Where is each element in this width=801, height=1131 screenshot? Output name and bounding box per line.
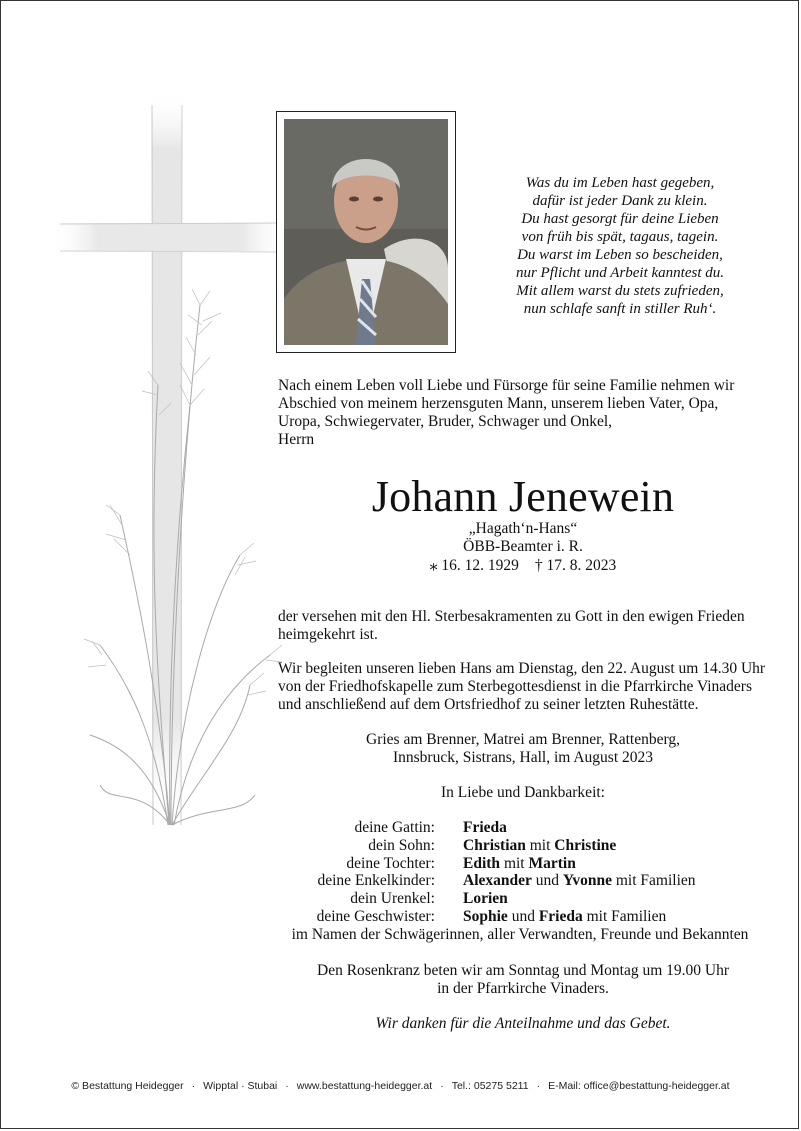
paragraph-line: heimgekehrt ist.	[278, 626, 378, 643]
paragraph-line: von der Friedhofskapelle zum Sterbegottesdienst in die Pfarrkirche Vinaders	[278, 678, 752, 695]
family-names: Frieda	[463, 819, 507, 836]
footer-email: E-Mail: office@bestattung-heidegger.at	[548, 1080, 730, 1092]
relation-label: deine Enkelkinder:	[317, 872, 435, 890]
poem-line: nun schlafe sanft in stiller Ruh‘.	[523, 301, 717, 317]
family-names: Sophie und Frieda mit Familien	[463, 907, 667, 925]
family-names: Alexander und Yvonne mit Familien	[463, 872, 696, 890]
footer-separator: ·	[536, 1080, 541, 1092]
place-line: Gries am Brenner, Matrei am Brenner, Rattenberg,	[366, 731, 680, 748]
poem-line: dafür ist jeder Dank zu klein.	[532, 193, 708, 209]
birth-date: ⁎ 16. 12. 1929	[429, 557, 519, 574]
intro-line: Abschied von meinem herzensguten Mann, unserem lieben Vater, Opa,	[278, 395, 719, 412]
life-dates	[278, 557, 768, 575]
relation-label: deine Tochter:	[346, 854, 435, 872]
rosary-line: Den Rosenkranz beten wir am Sonntag und Montag um 19.00 Uhr	[317, 962, 729, 979]
footer-separator: ·	[440, 1080, 444, 1092]
family-row	[270, 855, 770, 873]
family-extra: im Namen der Schwägerinnen, aller Verwandten, Freunde und Bekannten	[291, 925, 749, 943]
family-row	[270, 890, 770, 908]
footer-website: www.bestattung-heidegger.at	[296, 1080, 433, 1092]
intro-line: Herrn	[278, 431, 315, 448]
rosary-line: in der Pfarrkirche Vinaders.	[437, 980, 609, 997]
relation-label: dein Urenkel:	[350, 890, 435, 908]
family-row	[270, 872, 770, 890]
deceased-name: Johann Jenewein	[371, 472, 675, 521]
paragraph-line: der versehen mit den Hl. Sterbesakramenten zu Gott in den ewigen Frieden	[278, 608, 745, 625]
poem-line: Du warst im Leben so bescheiden,	[517, 247, 723, 263]
rosary-info	[278, 962, 768, 998]
footer-region: Wipptal · Stubai	[203, 1080, 278, 1092]
poem	[475, 174, 765, 318]
family-row	[270, 908, 770, 926]
family-names: Lorien	[463, 890, 508, 908]
cross-illustration	[40, 85, 300, 845]
poem-line: Du hast gesorgt für deine Lieben	[521, 211, 719, 227]
footer-separator: ·	[191, 1080, 196, 1092]
place-date	[278, 731, 768, 767]
relation-label: deine Geschwister:	[316, 907, 435, 925]
death-date: † 17. 8. 2023	[534, 557, 617, 574]
footer-separator: ·	[285, 1080, 289, 1092]
family-names: Christian mit Christine	[463, 836, 617, 854]
paragraph-line: und anschließend auf dem Ortsfriedhof zu seiner letzten Ruhestätte.	[278, 696, 699, 713]
family-list	[270, 819, 770, 944]
love-gratitude: In Liebe und Dankbarkeit:	[441, 784, 605, 801]
poem-line: Was du im Leben hast gegeben,	[525, 175, 715, 191]
place-line: Innsbruck, Sistrans, Hall, im August 2023	[392, 749, 654, 766]
poem-line: nur Pflicht und Arbeit kanntest du.	[515, 265, 725, 281]
family-row	[270, 819, 770, 837]
funeral-paragraph	[278, 660, 768, 714]
intro-text	[278, 377, 768, 449]
relation-label: deine Gattin:	[354, 819, 435, 836]
intro-line: Nach einem Leben voll Liebe und Fürsorge für seine Familie nehmen wir	[278, 377, 735, 394]
occupation: ÖBB-Beamter i. R.	[463, 538, 583, 555]
intro-line: Uropa, Schwiegervater, Bruder, Schwager und Onkel,	[278, 413, 613, 430]
footer	[0, 1080, 801, 1092]
family-names: Edith mit Martin	[463, 854, 576, 872]
thanks-text: Wir danken für die Anteilnahme und das Gebet.	[375, 1015, 671, 1032]
relation-label: dein Sohn:	[368, 836, 435, 854]
family-row	[270, 837, 770, 855]
footer-phone: Tel.: 05275 5211	[451, 1080, 529, 1092]
deceased-details	[278, 520, 768, 556]
footer-copyright: © Bestattung Heidegger	[71, 1080, 184, 1092]
portrait-photo-frame	[276, 111, 456, 353]
poem-line: Mit allem warst du stets zufrieden,	[516, 283, 724, 299]
sacraments-paragraph	[278, 608, 768, 644]
nickname: „Hagath‘n-Hans“	[468, 520, 578, 537]
portrait-photo	[284, 119, 448, 345]
paragraph-line: Wir begleiten unseren lieben Hans am Dienstag, den 22. August um 14.30 Uhr	[278, 660, 766, 677]
poem-line: von früh bis spät, tagaus, tagein.	[521, 229, 719, 245]
